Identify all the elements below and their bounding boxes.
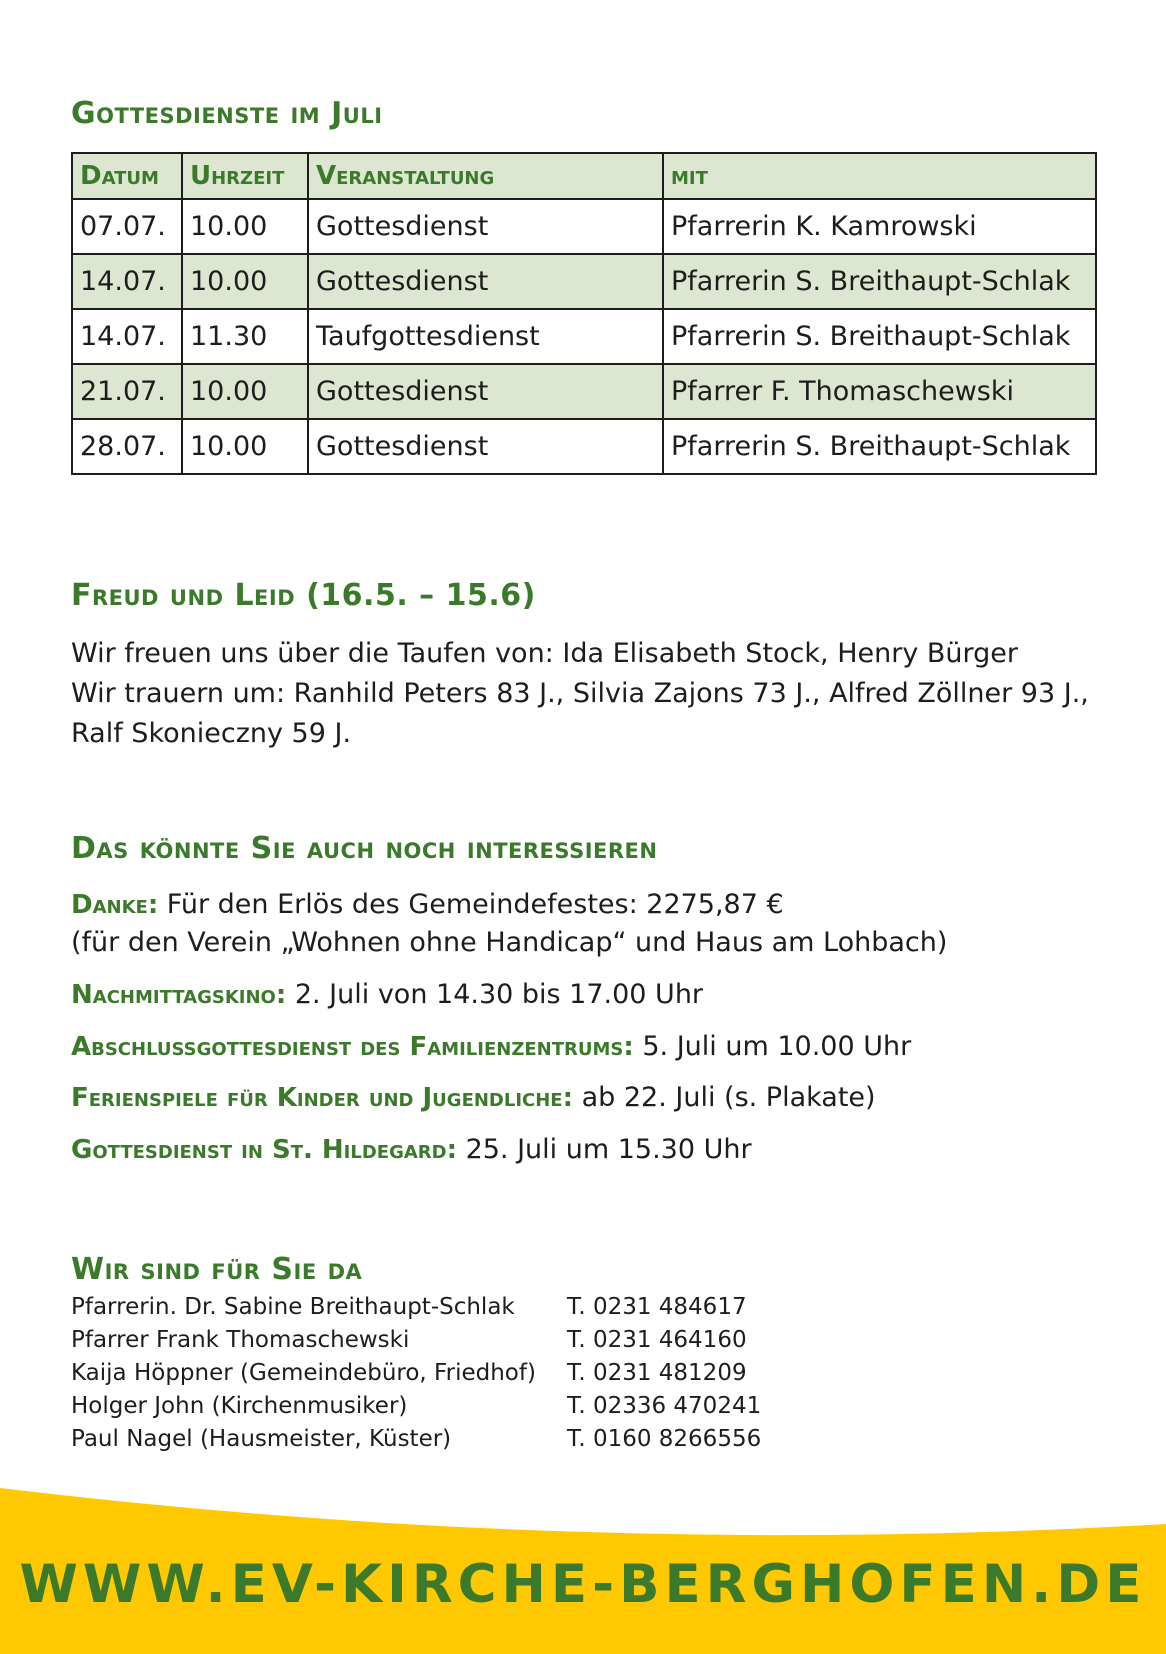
table-row xyxy=(72,309,1096,364)
info-item-text: ab 22. Juli (s. Plakate) xyxy=(573,1082,876,1113)
column-header-veranstaltung: Veranstaltung xyxy=(308,153,663,199)
mourning-text: Wir trauern um: Ranhild Peters 83 J., Silvia Zajons 73 J., Alfred Zöllner 93 J., xyxy=(71,678,1089,709)
table-row xyxy=(72,419,1096,474)
danke-line xyxy=(71,886,784,924)
info-item-text: 2. Juli von 14.30 bis 17.00 Uhr xyxy=(286,979,704,1010)
column-header-datum: Datum xyxy=(72,153,182,199)
info-item-label: Abschlussgottesdienst des Familienzentrums: xyxy=(71,1032,634,1062)
contact-name: Pfarrer Frank Thomaschewski xyxy=(71,1327,410,1353)
column-header-uhrzeit: Uhrzeit xyxy=(182,153,308,199)
pastor-cell: Pfarrerin S. Breithaupt-Schlak xyxy=(663,419,1096,474)
contact-phone: T. 0231 464160 xyxy=(567,1327,747,1353)
table-header-row xyxy=(72,153,1096,199)
pastor-cell: Pfarrerin S. Breithaupt-Schlak xyxy=(663,309,1096,364)
date-cell: 14.07. xyxy=(72,254,182,309)
time-cell: 10.00 xyxy=(182,199,308,254)
contact-phone: T. 02336 470241 xyxy=(567,1393,762,1419)
time-cell: 10.00 xyxy=(182,364,308,419)
contact-row xyxy=(71,1327,831,1360)
date-cell: 14.07. xyxy=(72,309,182,364)
freud-leid-heading: Freud und Leid (16.5. – 15.6) xyxy=(71,578,536,613)
info-item-label: Ferienspiele für Kinder und Jugendliche: xyxy=(71,1083,573,1113)
pastor-cell: Pfarrer F. Thomaschewski xyxy=(663,364,1096,419)
contact-name: Paul Nagel (Hausmeister, Küster) xyxy=(71,1426,452,1452)
event-cell: Gottesdienst xyxy=(308,199,663,254)
info-item xyxy=(71,1028,911,1066)
danke-label: Danke: xyxy=(71,890,159,920)
event-cell: Gottesdienst xyxy=(308,419,663,474)
event-cell: Gottesdienst xyxy=(308,254,663,309)
website-url: WWW.EV-KIRCHE-BERGHOFEN.DE xyxy=(19,1554,1147,1615)
contact-name: Kaija Höppner (Gemeindebüro, Friedhof) xyxy=(71,1360,536,1386)
contact-row xyxy=(71,1360,831,1393)
info-item-label: Nachmittagskino: xyxy=(71,980,287,1010)
danke-text: Für den Erlös des Gemeindefestes: 2275,87 € xyxy=(158,889,784,920)
baptisms-text: Wir freuen uns über die Taufen von: Ida Elisabeth Stock, Henry Bürger xyxy=(71,638,1018,669)
info-item xyxy=(71,1079,876,1117)
contact-phone: T. 0231 481209 xyxy=(567,1360,747,1386)
mourning-text-continued: Ralf Skonieczny 59 J. xyxy=(71,718,352,749)
contact-phone: T. 0231 484617 xyxy=(567,1294,747,1320)
info-item-text: 25. Juli um 15.30 Uhr xyxy=(456,1134,752,1165)
contact-row xyxy=(71,1426,831,1459)
table-row xyxy=(72,199,1096,254)
event-cell: Gottesdienst xyxy=(308,364,663,419)
column-header-mit: mit xyxy=(663,153,1096,199)
event-cell: Taufgottesdienst xyxy=(308,309,663,364)
contact-phone: T. 0160 8266556 xyxy=(567,1426,762,1452)
services-heading: Gottesdienste im Juli xyxy=(71,96,383,131)
danke-note: (für den Verein „Wohnen ohne Handicap“ und Haus am Lohbach) xyxy=(71,927,948,958)
info-item xyxy=(71,1131,752,1169)
interests-heading: Das könnte Sie auch noch interessieren xyxy=(71,831,658,866)
contact-name: Holger John (Kirchenmusiker) xyxy=(71,1393,408,1419)
date-cell: 21.07. xyxy=(72,364,182,419)
contact-list xyxy=(71,1294,831,1459)
date-cell: 28.07. xyxy=(72,419,182,474)
contact-row xyxy=(71,1393,831,1426)
table-row xyxy=(72,254,1096,309)
time-cell: 11.30 xyxy=(182,309,308,364)
info-item xyxy=(71,976,703,1014)
time-cell: 10.00 xyxy=(182,419,308,474)
date-cell: 07.07. xyxy=(72,199,182,254)
services-table xyxy=(71,152,1097,475)
contact-name: Pfarrerin. Dr. Sabine Breithaupt-Schlak xyxy=(71,1294,515,1320)
info-item-text: 5. Juli um 10.00 Uhr xyxy=(633,1031,912,1062)
contacts-heading: Wir sind für Sie da xyxy=(71,1252,363,1287)
pastor-cell: Pfarrerin S. Breithaupt-Schlak xyxy=(663,254,1096,309)
table-row xyxy=(72,364,1096,419)
time-cell: 10.00 xyxy=(182,254,308,309)
info-item-label: Gottesdienst in St. Hildegard: xyxy=(71,1135,457,1165)
contact-row xyxy=(71,1294,831,1327)
pastor-cell: Pfarrerin K. Kamrowski xyxy=(663,199,1096,254)
